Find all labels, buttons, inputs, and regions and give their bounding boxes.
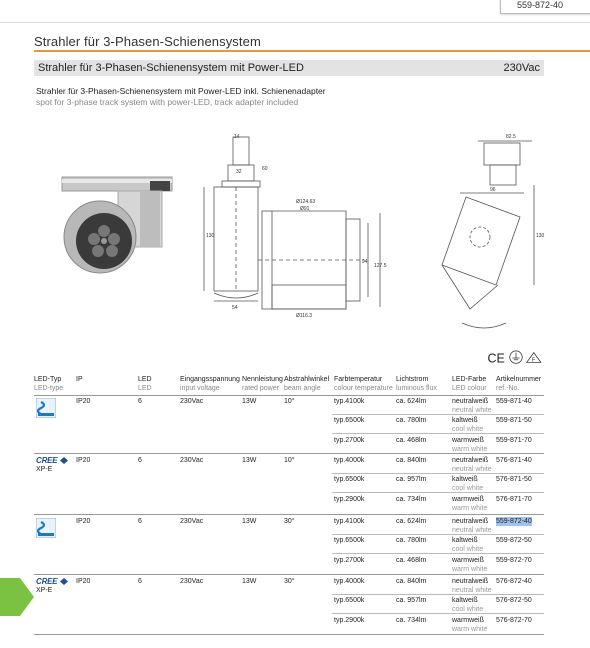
table-group bbox=[34, 396, 544, 454]
group-divider bbox=[34, 574, 544, 575]
cell-ref-no[interactable]: 559-871-40 bbox=[496, 398, 532, 405]
cell-colour-temperature: typ.2700k bbox=[334, 557, 365, 564]
dim-130b: 130 bbox=[536, 233, 545, 239]
dim-127: 127.5 bbox=[374, 263, 387, 269]
row-divider bbox=[332, 553, 544, 554]
cell-beam-angle: 10° bbox=[284, 457, 295, 464]
top-divider bbox=[0, 22, 590, 23]
mounting-surface-icon bbox=[527, 353, 541, 364]
col-rated-power: Nennleistung rated power bbox=[242, 376, 283, 392]
cell-led-colour: kaltweiß cool white bbox=[452, 597, 484, 613]
row-divider bbox=[332, 433, 544, 434]
cell-rated-power: 13W bbox=[242, 457, 257, 464]
row-divider bbox=[332, 594, 544, 595]
section-title-rule bbox=[34, 50, 590, 52]
certification-marks bbox=[484, 350, 548, 366]
product-illustrations bbox=[0, 125, 590, 345]
cell-input-voltage: 230Vac bbox=[180, 578, 204, 585]
cell-led-count: 6 bbox=[138, 578, 142, 585]
cell-led-colour: kaltweiß cool white bbox=[452, 537, 484, 553]
spec-table-header bbox=[34, 374, 544, 396]
dim-124: Ø124.63 bbox=[296, 199, 316, 205]
cell-ip: IP20 bbox=[76, 578, 91, 585]
group-divider bbox=[34, 453, 544, 454]
cell-led-colour: warmweiß warm white bbox=[452, 496, 488, 512]
table-group bbox=[34, 455, 544, 513]
cree-logo: CREE bbox=[36, 456, 58, 465]
cell-led-colour: warmweiß warm white bbox=[452, 437, 488, 453]
cell-luminous-flux: ca. 468lm bbox=[396, 557, 427, 564]
cell-luminous-flux: ca. 957lm bbox=[396, 597, 427, 604]
dim-94: 94 bbox=[362, 259, 368, 265]
tilted-view-drawing bbox=[442, 141, 534, 328]
table-group bbox=[34, 576, 544, 634]
row-divider bbox=[332, 534, 544, 535]
col-ip: IP bbox=[76, 376, 83, 383]
cell-ref-no[interactable]: 576-872-50 bbox=[496, 597, 532, 604]
cell-colour-temperature: typ.4000k bbox=[334, 578, 365, 585]
dim-82: 82.5 bbox=[506, 134, 516, 140]
search-result-box[interactable] bbox=[500, 0, 590, 14]
cell-luminous-flux: ca. 734lm bbox=[396, 617, 427, 624]
product-band-title: Strahler für 3-Phasen-Schienensystem mit Power-LED bbox=[38, 62, 304, 74]
col-colour-temperature: Farbtemperatur colour temperature bbox=[334, 376, 393, 392]
cell-beam-angle: 30° bbox=[284, 578, 295, 585]
row-divider bbox=[332, 492, 544, 493]
cell-luminous-flux: ca. 957lm bbox=[396, 476, 427, 483]
luxeon-logo-icon bbox=[36, 518, 56, 538]
cell-ref-no[interactable]: 559-872-70 bbox=[496, 557, 532, 564]
cell-led-count: 6 bbox=[138, 398, 142, 405]
cell-luminous-flux: ca. 840lm bbox=[396, 457, 427, 464]
description-english: spot for 3-phase track system with power-LED, track adapter included bbox=[36, 97, 299, 107]
dim-60: 60 bbox=[262, 166, 268, 172]
cell-ref-no[interactable]: 576-872-40 bbox=[496, 578, 532, 585]
cell-led-colour: neutralweiß neutral white bbox=[452, 518, 492, 534]
cell-colour-temperature: typ.2700k bbox=[334, 437, 365, 444]
led-model: XP-E bbox=[36, 587, 53, 594]
col-led-type: LED-Typ LED-type bbox=[34, 376, 64, 392]
cell-led-colour: kaltweiß cool white bbox=[452, 476, 484, 492]
cell-luminous-flux: ca. 780lm bbox=[396, 537, 427, 544]
dim-91: Ø91 bbox=[300, 206, 310, 212]
cell-beam-angle: 30° bbox=[284, 518, 295, 525]
ground-icon bbox=[510, 351, 522, 363]
cell-led-count: 6 bbox=[138, 518, 142, 525]
cell-luminous-flux: ca. 624lm bbox=[396, 518, 427, 525]
cell-luminous-flux: ca. 624lm bbox=[396, 398, 427, 405]
cree-logo: CREE bbox=[36, 577, 58, 586]
product-band-voltage: 230Vac bbox=[503, 62, 540, 74]
cell-ref-no[interactable]: 559-872-40 bbox=[496, 518, 532, 525]
svg-text:F: F bbox=[532, 357, 536, 364]
cell-colour-temperature: typ.6500k bbox=[334, 537, 365, 544]
col-input-voltage: Eingangsspannung input voltage bbox=[180, 376, 240, 392]
cell-luminous-flux: ca. 468lm bbox=[396, 437, 427, 444]
cell-ref-no[interactable]: 559-871-70 bbox=[496, 437, 532, 444]
dim-32: 32 bbox=[236, 169, 242, 175]
cell-rated-power: 13W bbox=[242, 578, 257, 585]
product-photo bbox=[62, 177, 172, 273]
dim-54: 54 bbox=[232, 305, 238, 311]
cell-colour-temperature: typ.6500k bbox=[334, 597, 365, 604]
led-model: XP-E bbox=[36, 466, 53, 473]
cell-colour-temperature: typ.2900k bbox=[334, 617, 365, 624]
dim-96: 96 bbox=[490, 187, 496, 193]
search-value: 559-872-40 bbox=[517, 0, 564, 10]
cell-beam-angle: 10° bbox=[284, 398, 295, 405]
col-led-colour: LED-Farbe LED colour bbox=[452, 376, 487, 392]
next-page-arrow-icon[interactable] bbox=[0, 578, 34, 616]
cell-ip: IP20 bbox=[76, 518, 91, 525]
cell-ref-no[interactable]: 559-872-50 bbox=[496, 537, 532, 544]
cell-led-count: 6 bbox=[138, 457, 142, 464]
col-beam-angle: Abstrahlwinkel beam angle bbox=[284, 376, 330, 392]
cell-luminous-flux: ca. 840lm bbox=[396, 578, 427, 585]
cell-colour-temperature: typ.6500k bbox=[334, 417, 365, 424]
cell-colour-temperature: typ.2900k bbox=[334, 496, 365, 503]
col-ref-no: Artikelnummer ref.-No. bbox=[496, 376, 542, 392]
dim-14: 14 bbox=[234, 134, 240, 140]
cell-ref-no[interactable]: 576-872-70 bbox=[496, 617, 532, 624]
dim-116: Ø116.3 bbox=[296, 313, 313, 319]
cell-rated-power: 13W bbox=[242, 398, 257, 405]
cell-input-voltage: 230Vac bbox=[180, 398, 204, 405]
cell-led-colour: warmweiß warm white bbox=[452, 557, 488, 573]
dim-130: 130 bbox=[206, 233, 215, 239]
cell-colour-temperature: typ.4100k bbox=[334, 518, 365, 525]
row-divider bbox=[332, 473, 544, 474]
ce-mark: CE bbox=[487, 351, 505, 366]
row-divider bbox=[332, 613, 544, 614]
cell-led-colour: neutralweiß neutral white bbox=[452, 398, 492, 414]
cell-input-voltage: 230Vac bbox=[180, 457, 204, 464]
cell-input-voltage: 230Vac bbox=[180, 518, 204, 525]
table-group bbox=[34, 516, 544, 574]
cell-colour-temperature: typ.4100k bbox=[334, 398, 365, 405]
luxeon-logo-icon bbox=[36, 398, 56, 418]
cell-led-colour: neutralweiß neutral white bbox=[452, 457, 492, 473]
cell-led-colour: kaltweiß cool white bbox=[452, 417, 484, 433]
col-luminous-flux: Lichtstrom luminous flux bbox=[396, 376, 437, 392]
cell-ip: IP20 bbox=[76, 457, 91, 464]
cell-ip: IP20 bbox=[76, 398, 91, 405]
description-german: Strahler für 3-Phasen-Schienensystem mit Power-LED inkl. Schienenadapter bbox=[36, 86, 326, 96]
cree-diamond-icon bbox=[60, 578, 68, 585]
cell-ref-no[interactable]: 576-871-50 bbox=[496, 476, 532, 483]
table-bottom-rule bbox=[34, 634, 544, 635]
cell-ref-no[interactable]: 576-871-70 bbox=[496, 496, 532, 503]
cell-colour-temperature: typ.4000k bbox=[334, 457, 365, 464]
cell-colour-temperature: typ.6500k bbox=[334, 476, 365, 483]
product-band bbox=[34, 60, 544, 76]
cell-led-colour: neutralweiß neutral white bbox=[452, 578, 492, 594]
cell-led-colour: warmweiß warm white bbox=[452, 617, 488, 633]
cell-luminous-flux: ca. 780lm bbox=[396, 417, 427, 424]
col-led: LED LED bbox=[138, 376, 152, 392]
cell-ref-no[interactable]: 576-871-40 bbox=[496, 457, 532, 464]
cell-luminous-flux: ca. 734lm bbox=[396, 496, 427, 503]
front-view-drawing bbox=[204, 137, 260, 301]
cree-diamond-icon bbox=[60, 457, 68, 464]
row-divider bbox=[332, 414, 544, 415]
group-divider bbox=[34, 514, 544, 515]
cell-ref-no[interactable]: 559-871-50 bbox=[496, 417, 532, 424]
cell-rated-power: 13W bbox=[242, 518, 257, 525]
section-title: Strahler für 3-Phasen-Schienensystem bbox=[34, 34, 261, 49]
